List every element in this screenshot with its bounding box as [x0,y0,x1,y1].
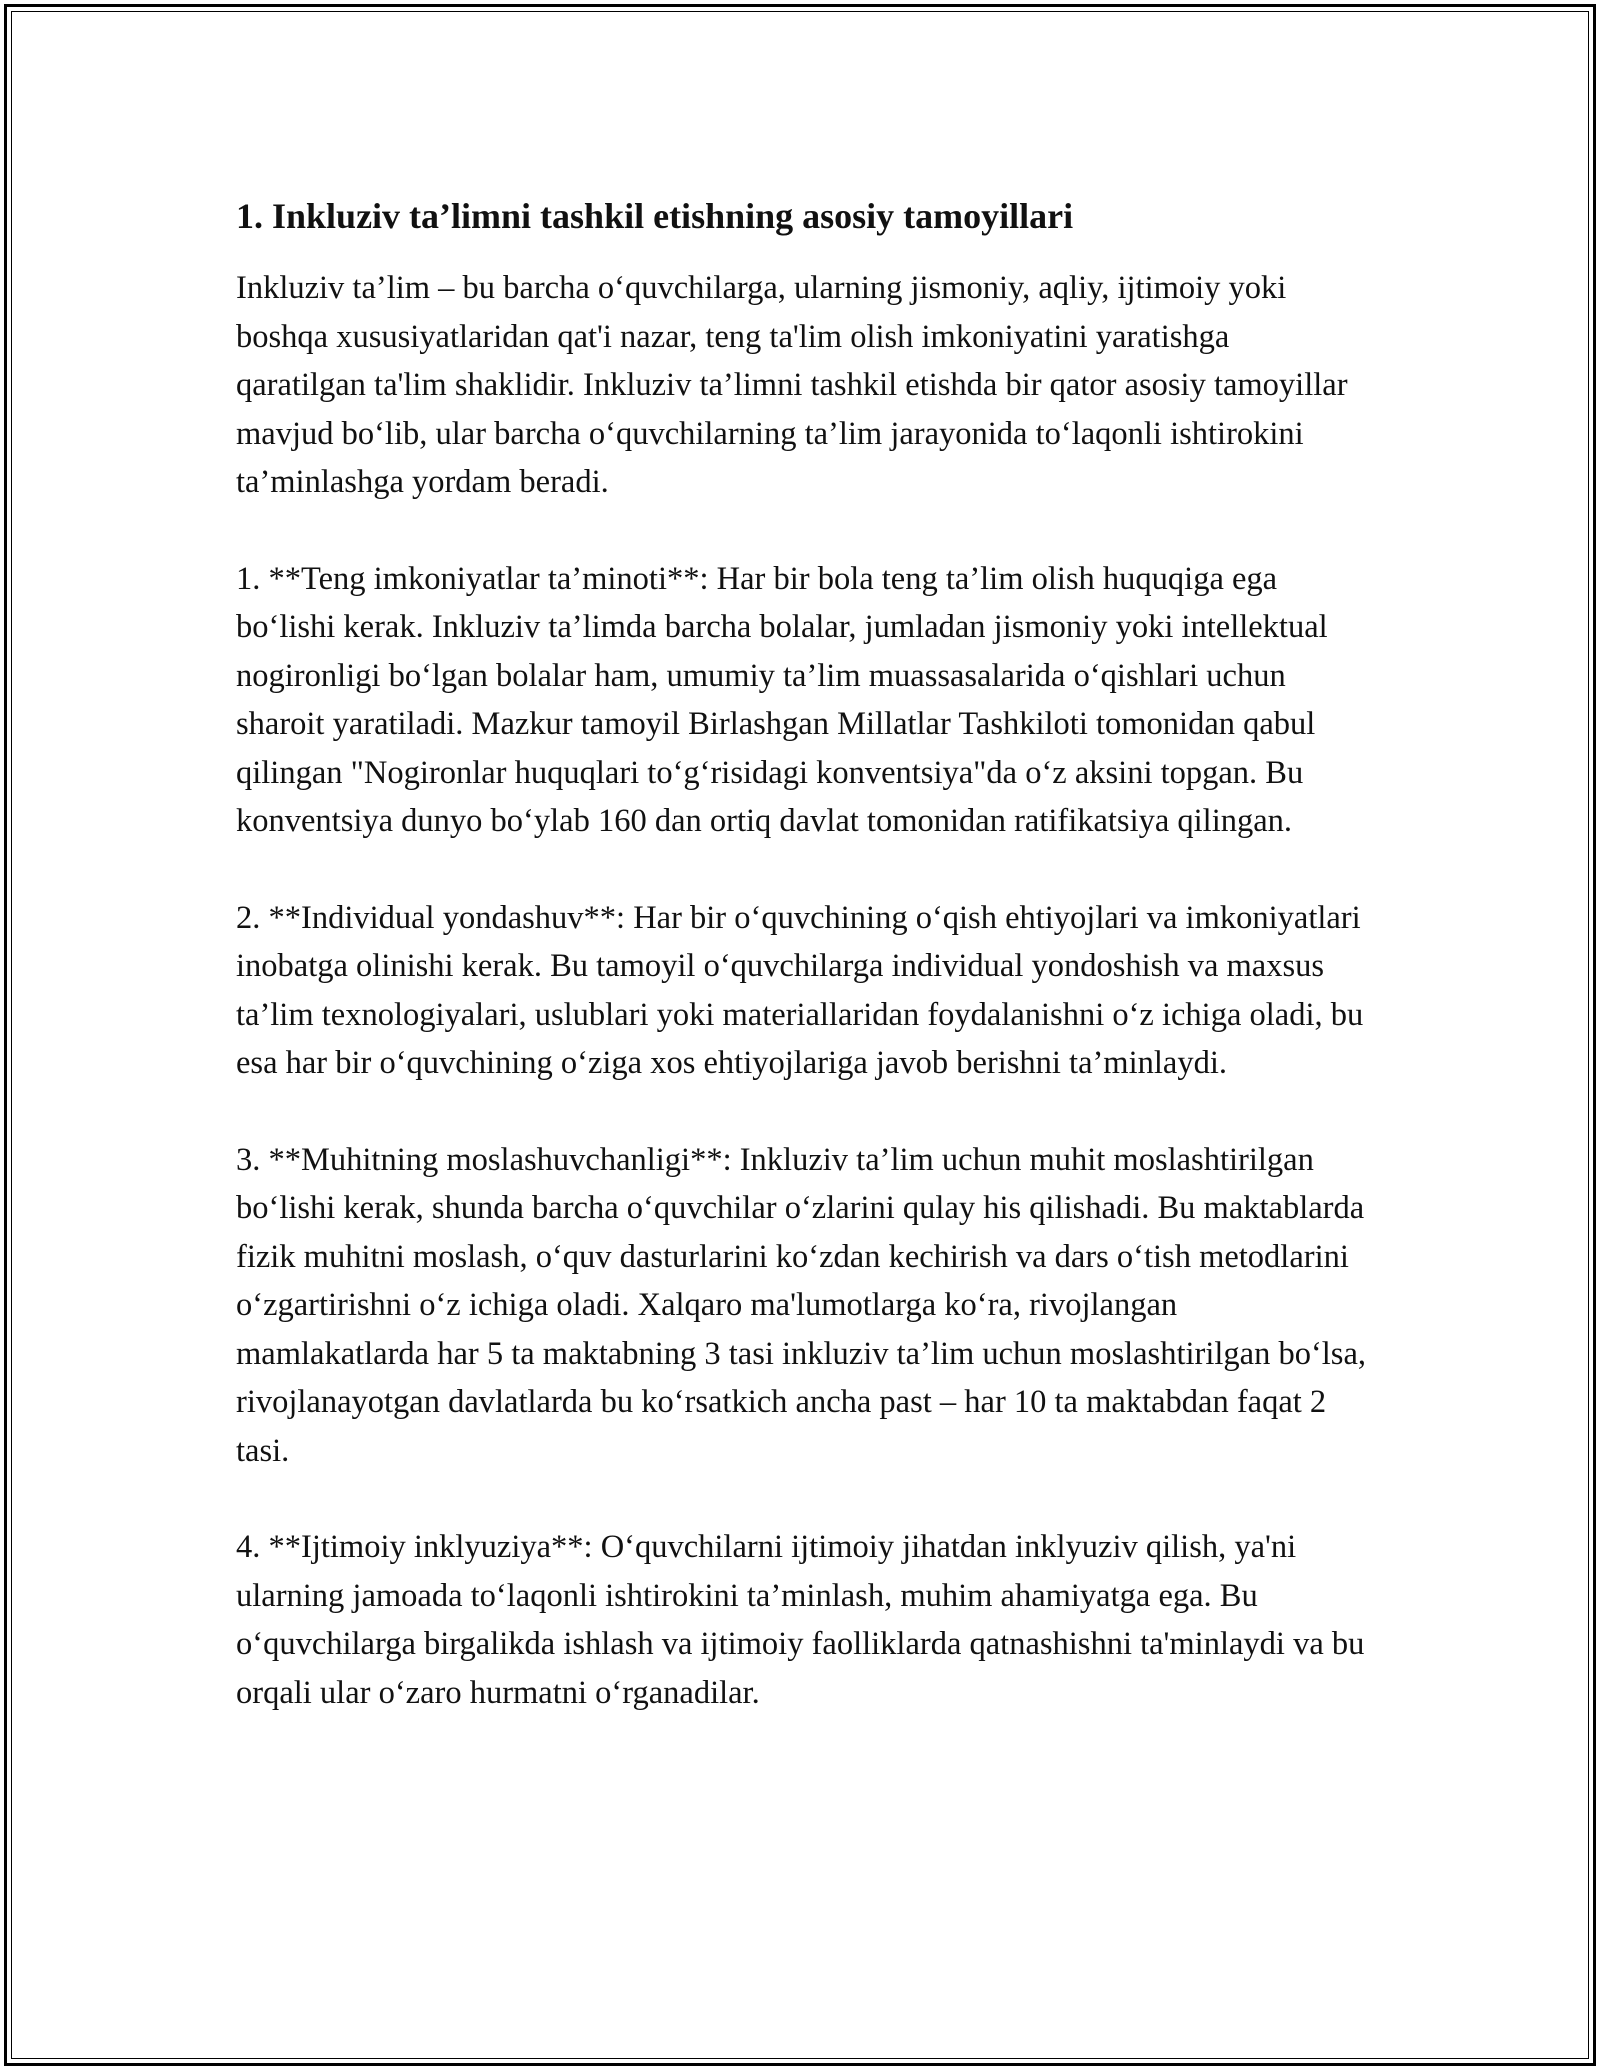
intro-paragraph: Inkluziv ta’lim – bu barcha o‘quvchilarga, ularning jismoniy, aqliy, ijtimoiy yoki boshqa xususiyatlaridan qat'i nazar, teng ta'lim olish imkoniyatini yaratishga qaratilgan ta'lim shaklidir. Inkluziv ta’limni tashkil etishda bir qator asosiy tamoyillar mavjud bo‘lib, ular barcha o‘quvchilarning ta’lim jarayonida to‘laqonli ishtirokini ta’minlashga yordam beradi. [236,270,1348,500]
principle-paragraph-1: 1. **Teng imkoniyatlar ta’minoti**: Har bir bola teng ta’lim olish huquqiga ega bo‘lishi kerak. Inkluziv ta’limda barcha bolalar, jumladan jismoniy yoki intellektual nogironligi bo‘lgan bolalar ham, umumiy ta’lim muassasalarida o‘qishlari uchun sharoit yaratiladi. Mazkur tamoyil Birlashgan Millatlar Tashkiloti tomonidan qabul qilingan "Nogironlar huquqlari to‘g‘risidagi konventsiya"da o‘z aksini topgan. Bu konventsiya dunyo bo‘ylab 160 dan ortiq davlat tomonidan ratifikatsiya qilingan. [236,560,1328,839]
principle-paragraph-4: 4. **Ijtimoiy inklyuziya**: O‘quvchilarni ijtimoiy jihatdan inklyuziv qilish, ya'ni ularning jamoada to‘laqonli ishtirokini ta’minlash, muhim ahamiyatga ega. Bu o‘quvchilarga birgalikda ishlash va ijtimoiy faolliklarda qatnashishni ta'minlaydi va bu orqali ular o‘zaro hurmatni o‘rganadilar. [236,1529,1365,1711]
principle-paragraph-3: 3. **Muhitning moslashuvchanligi**: Inkluziv ta’lim uchun muhit moslashtirilgan bo‘lishi kerak, shunda barcha o‘quvchilar o‘zlarini qulay his qilishadi. Bu maktablarda fizik muhitni moslash, o‘quv dasturlarini ko‘zdan kechirish va dars o‘tish metodlarini o‘zgartirishni o‘z ichiga oladi. Xalqaro ma'lumotlarga ko‘ra, rivojlangan mamlakatlarda har 5 ta maktabning 3 tasi inkluziv ta’lim uchun moslashtirilgan bo‘lsa, rivojlanayotgan davlatlarda bu ko‘rsatkich ancha past – har 10 ta maktabdan faqat 2 tasi. [236,1141,1366,1469]
document-title: 1. Inkluziv ta’limni tashkil etishning asosiy tamoyillari [236,196,1074,236]
principle-paragraph-2: 2. **Individual yondashuv**: Har bir o‘quvchining o‘qish ehtiyojlari va imkoniyatlari inobatga olinishi kerak. Bu tamoyil o‘quvchilarga individual yondoshish va maxsus ta’lim texnologiyalari, uslublari yoki materiallaridan foydalanishni o‘z ichiga oladi, bu esa har bir o‘quvchining o‘ziga xos ehtiyojlariga javob berishni ta’minlaydi. [236,899,1364,1081]
document-body [236,188,1366,1765]
